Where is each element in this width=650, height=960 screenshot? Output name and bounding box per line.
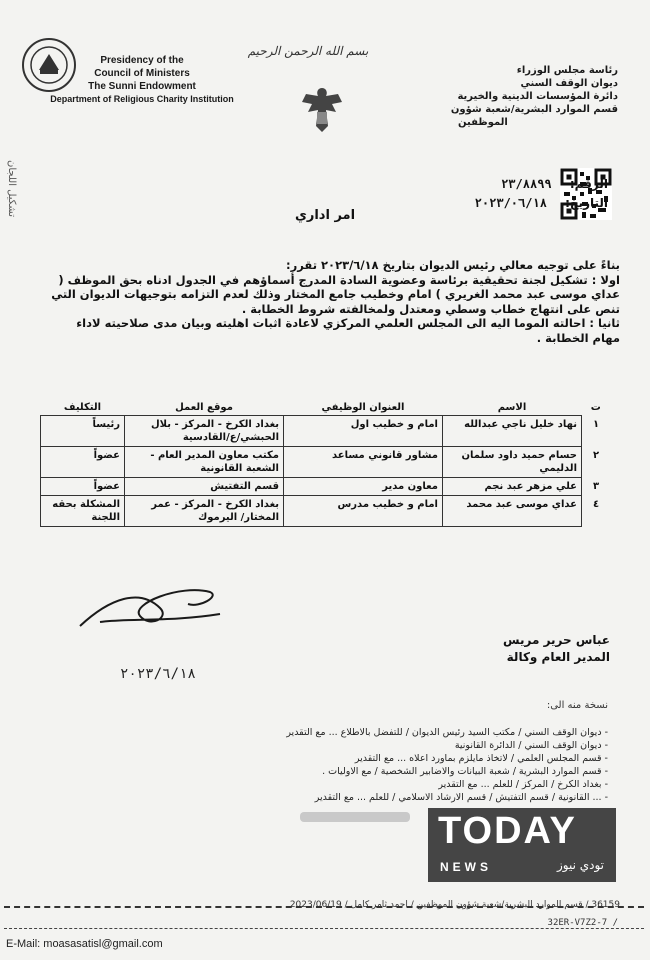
member-job: مشاور قانوني مساعد (284, 447, 443, 478)
member-site: بغداد الكرخ - المركز - بلال الحبشي/ع/القادسية (125, 416, 284, 447)
redaction-mark (300, 812, 410, 822)
footer-divider (4, 928, 644, 930)
member-site: بغداد الكرخ - المركز - عمر المختار/ اليرموك (125, 496, 284, 527)
row-number: ٢ (592, 449, 600, 461)
footer-line: 36159 / قسم الموارد البشرية/شعبة شؤون الموظفين / احمد ثامر كامل / 2023/06/19 (289, 900, 620, 910)
signature-date: ٢٠٢٣/٦/١٨ (120, 666, 196, 682)
body-paragraph: بناءً على توجيه معالي رئيس الديوان بتاريخ ٢٠٢٣/٦/١٨ تقرر: (286, 258, 620, 272)
signature-block (503, 632, 610, 666)
cc-line: - قسم الموارد البشرية / شعبة البيانات والاضابير الشخصية / مع الاوليات . (322, 766, 608, 777)
today-news-watermark (428, 808, 616, 882)
basmala: بسم الله الرحمن الرحيم (247, 44, 369, 58)
member-site: قسم التفتيش (125, 478, 284, 496)
order-body (46, 258, 620, 345)
cc-line: - ... القانونية / قسم التفتيش / قسم الارشاد الاسلامي / للعلم ... مع التقدير (314, 792, 608, 803)
header-en-line: Presidency of the (100, 55, 184, 66)
table-row (41, 447, 611, 478)
header-ar-line: دائرة المؤسسات الدينية والخيرية (457, 91, 618, 102)
member-name: نهاد خليل ناجي عبدالله (443, 416, 582, 447)
row-number: ٤ (592, 498, 600, 510)
column-header: الاسم (497, 402, 527, 413)
header-ar-line: ديوان الوقف السني (520, 78, 618, 89)
member-job: امام و خطيب مدرس (284, 496, 443, 527)
row-number: ١ (592, 418, 600, 430)
watermark-sub-ar: تودي نيوز (556, 858, 604, 872)
member-role: عضواً (41, 447, 125, 478)
signatory-name: عباس حرير مريس (503, 633, 610, 647)
body-paragraph: اولا : تشكيل لجنة تحقيقية برئاسة وعضوية السادة المدرج أسماؤهم في الجدول ادناه بحق الموظف ( عداي موسى عبد محمد الغريري ) امام وخطيب جامع المختار وذلك لعدم التزامه بتوجيهات الديوان التي تنص على انتهاج خطاب وسطي ومعتدل ولمخالفته شروط الخطابة . (51, 272, 620, 316)
header-ar-line: الموظفين (458, 117, 508, 128)
header-en-line: Council of Ministers (94, 68, 190, 79)
member-role: المشكلة بحقه اللجنة (41, 496, 125, 527)
member-role: رئيساً (41, 416, 125, 447)
reference-date-label: التاريخ: (565, 196, 608, 210)
cc-line: - قسم المجلس العلمي / لاتخاذ مايلزم بماورد اعلاه ... مع التقدير (354, 753, 608, 764)
header-en (32, 54, 252, 106)
table-header-row (41, 400, 611, 416)
member-site: مكتب معاون المدير العام - الشعبة القانونية (125, 447, 284, 478)
table-row (41, 478, 611, 496)
member-name: عداي موسى عبد محمد (443, 496, 582, 527)
watermark-sub: NEWS (440, 860, 492, 874)
reference-number-value: ٢٣/٨٨٩٩ (501, 177, 552, 191)
cc-line: - ديوان الوقف السني / مكتب السيد رئيس الديوان / للتفضل بالاطلاع ... مع التقدير (286, 727, 608, 738)
order-title: امر اداري (294, 208, 356, 223)
cc-list (48, 726, 608, 804)
header-en-line: The Sunni Endowment (88, 81, 196, 92)
member-name: علي مزهر عبد نجم (443, 478, 582, 496)
member-name: حسام حميد داود سلمان الدليمي (443, 447, 582, 478)
side-note: تشكيل اللجان (6, 160, 17, 217)
watermark-brand: TODAY (438, 810, 577, 852)
cc-line: - بغداد الكرخ / المركز / للعلم ... مع التقدير (438, 779, 608, 790)
member-job: معاون مدير (284, 478, 443, 496)
table-row (41, 496, 611, 527)
column-header: موقع العمل (175, 402, 233, 413)
header-ar-line: قسم الموارد البشرية/شعبة شؤون (450, 104, 618, 115)
body-paragraph: ثانيا : احالته الموما اليه الى المجلس العلمي المركزي لاعادة اثبات اهليته وبيان مدى صلاحيته لاداء مهام الخطابة . (76, 316, 620, 345)
member-role: عضواً (41, 478, 125, 496)
member-job: امام و خطيب اول (284, 416, 443, 447)
reference-date-value: ٢٠٢٣/٠٦/١٨ (474, 196, 547, 210)
committee-table (40, 400, 610, 527)
table-row (41, 416, 611, 447)
header-en-line: Department of Religious Charity Institution (50, 94, 234, 104)
column-header: العنوان الوظيفي (321, 402, 405, 413)
signature-scribble (70, 578, 230, 638)
footer-email: E-Mail: moasasatisl@gmail.com (6, 938, 163, 950)
cc-heading: نسخة منه الى: (546, 700, 608, 711)
eagle-emblem-icon (298, 82, 346, 138)
reference-number (475, 175, 608, 194)
row-number: ٣ (592, 480, 600, 492)
reference-number-label: الرقم: (569, 177, 608, 191)
cc-line: - ديوان الوقف السني / الدائرة القانونية (454, 740, 608, 751)
column-header: التكليف (63, 402, 102, 413)
header-ar-line: رئاسة مجلس الوزراء (516, 65, 618, 76)
column-header: ت (590, 402, 601, 414)
signatory-title: المدير العام وكالة (506, 650, 610, 664)
header-ar (398, 64, 618, 129)
footer-code: 32ER-V7Z2-7 / (547, 918, 618, 928)
